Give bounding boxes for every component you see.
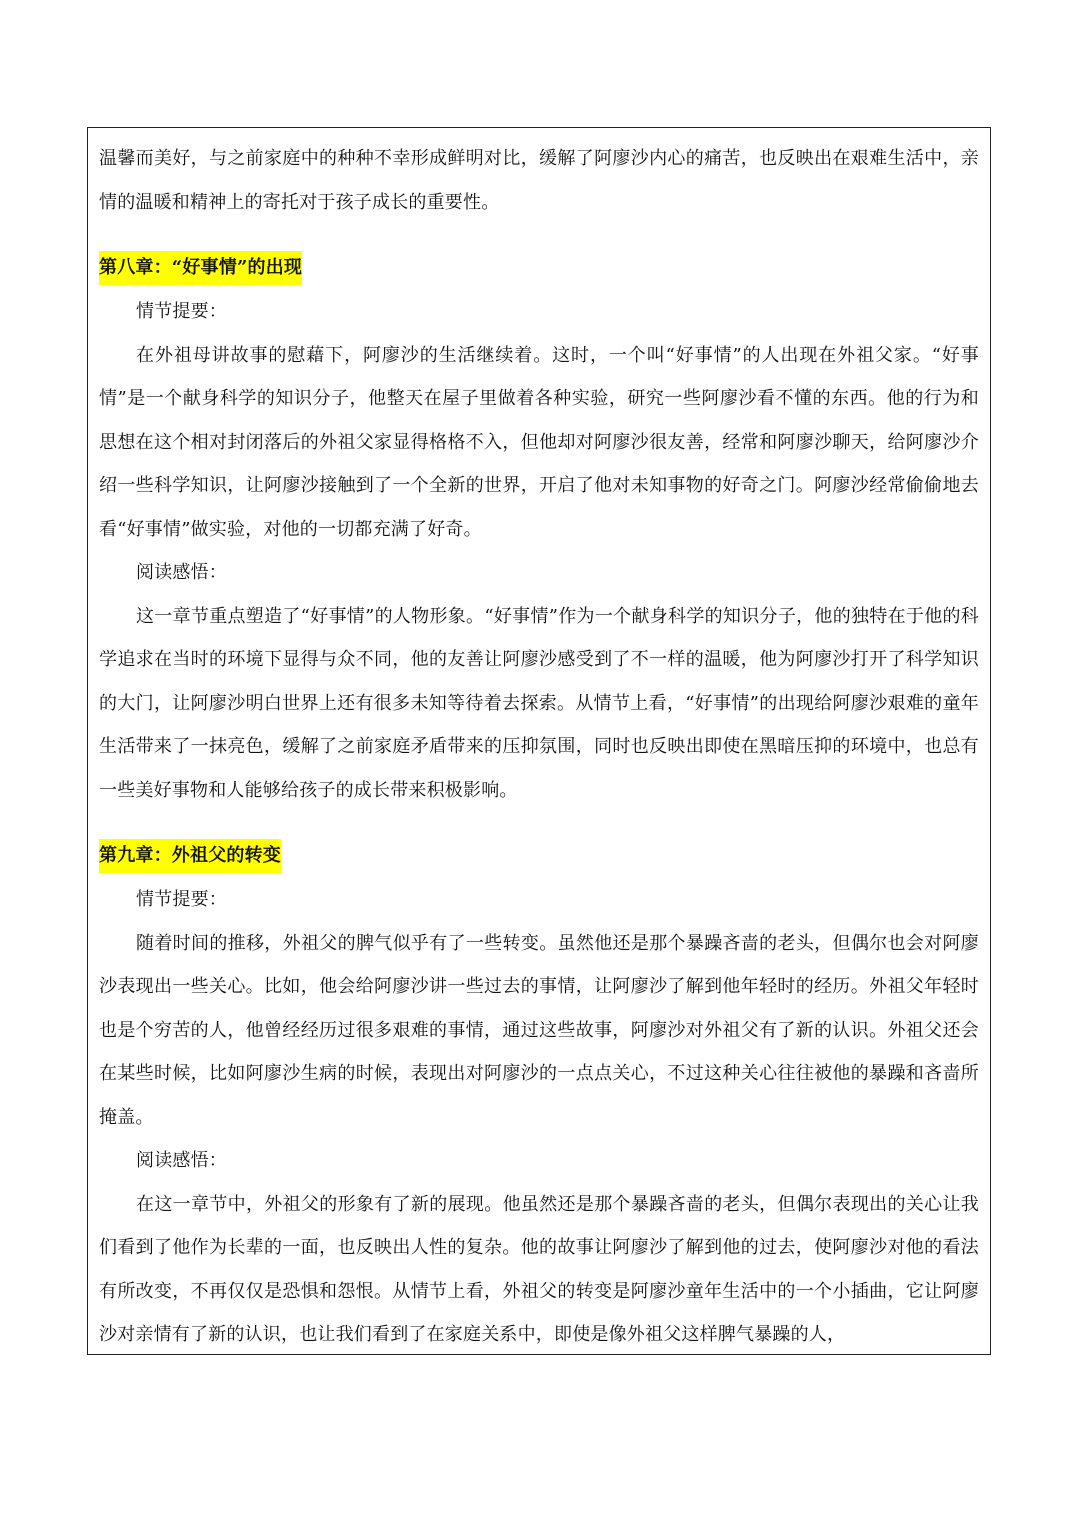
chapter-heading [99, 834, 979, 878]
chapter-heading [99, 246, 979, 290]
chapter-9-plot-text: 随着时间的推移，外祖父的脾气似乎有了一些转变。虽然他还是那个暴躁吝啬的老头，但偶尔也会对阿廖沙表现出一些关心。比如，他会给阿廖沙讲一些过去的事情，让阿廖沙了解到他年轻时的经历。外祖父年轻时也是个穷苦的人，他曾经经历过很多艰难的事情，通过这些故事，阿廖沙对外祖父有了新的认识。外祖父还会在某些时候，比如阿廖沙生病的时候，表现出对阿廖沙的一点点关心，不过这种关心往往被他的暴躁和吝啬所掩盖。 [99, 932, 979, 1128]
chapter-8-title: 第八章：“好事情”的出现 [99, 251, 302, 285]
chapter-9-title: 第九章：外祖父的转变 [99, 839, 281, 873]
document-body [99, 137, 979, 1355]
chapter-8-plot-text: 在外祖母讲故事的慰藉下，阿廖沙的生活继续着。这时，一个叫“好事情”的人出现在外祖父家。“好事情”是一个献身科学的知识分子，他整天在屋子里做着各种实验，研究一些阿廖沙看不懂的东西。他的行为和思想在这个相对封闭落后的外祖父家显得格格不入，但他却对阿廖沙很友善，经常和阿廖沙聊天，给阿廖沙介绍一些科学知识，让阿廖沙接触到了一个全新的世界，开启了他对未知事物的好奇之门。阿廖沙经常偷偷地去看“好事情”做实验，对他的一切都充满了好奇。 [99, 344, 979, 540]
chapter-8-reflection-text: 这一章节重点塑造了“好事情”的人物形象。“好事情”作为一个献身科学的知识分子，他的独特在于他的科学追求在当时的环境下显得与众不同，他的友善让阿廖沙感受到了不一样的温暖，他为阿廖沙打开了科学知识的大门，让阿廖沙明白世界上还有很多未知等待着去探索。从情节上看，“好事情”的出现给阿廖沙艰难的童年生活带来了一抹亮色，缓解了之前家庭矛盾带来的压抑氛围，同时也反映出即使在黑暗压抑的环境中，也总有一些美好事物和人能够给孩子的成长带来积极影响。 [99, 605, 979, 801]
chapter-9 [99, 834, 979, 1355]
chapter-9-reflection-text: 在这一章节中，外祖父的形象有了新的展现。他虽然还是那个暴躁吝啬的老头，但偶尔表现出的关心让我们看到了他作为长辈的一面，也反映出人性的复杂。他的故事让阿廖沙了解到他的过去，使阿廖沙对他的看法有所改变，不再仅仅是恐惧和怨恨。从情节上看，外祖父的转变是阿廖沙童年生活中的一个小插曲，它让阿廖沙对亲情有了新的认识，也让我们看到了在家庭关系中，即使是像外祖父这样脾气暴躁的人， [99, 1193, 979, 1345]
chapter-9-plot-label: 情节提要： [136, 889, 227, 910]
chapter-8-reflection-label: 阅读感悟： [136, 562, 227, 583]
chapter-9-reflection-label: 阅读感悟： [136, 1150, 227, 1171]
chapter-8 [99, 246, 979, 812]
intro-paragraph: 温馨而美好，与之前家庭中的种种不幸形成鲜明对比，缓解了阿廖沙内心的痛苦，也反映出在艰难生活中，亲情的温暖和精神上的寄托对于孩子成长的重要性。 [99, 148, 979, 213]
chapter-8-plot-label: 情节提要： [136, 301, 227, 322]
page-frame [87, 127, 991, 1355]
